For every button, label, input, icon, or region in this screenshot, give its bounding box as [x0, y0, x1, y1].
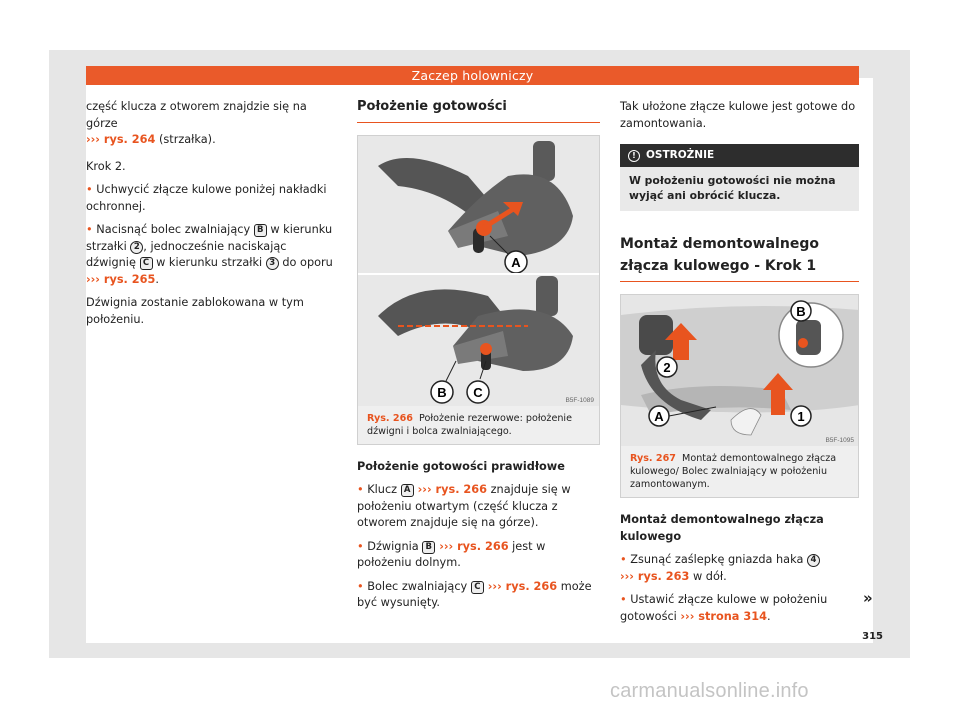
list-item: • Zsunąć zaślepkę gniazda haka 4 ››› rys. 263 w dół. [620, 552, 859, 585]
list-item: • Bolec zwalniający C ››› rys. 266 może być wysunięty. [357, 579, 592, 609]
list-item: • Klucz A ››› rys. 266 znajduje się w położeniu otwartym (część klucza z otworem znajduje się na górze). [357, 483, 571, 529]
section-heading: Montaż demontowalnego złącza kulowego - Krok 1 [620, 233, 859, 282]
middle-column [357, 99, 600, 619]
label-tag: B [422, 541, 435, 554]
warning-header: ! OSTROŻNIE [620, 144, 859, 167]
tow-hook-illustration [358, 136, 599, 406]
label-tag: A [401, 484, 414, 497]
figure-266 [357, 135, 600, 445]
page-ref-link[interactable]: ››› strona 314 [680, 609, 767, 623]
subheading: Montaż demontowalnego złącza kulowego [620, 513, 824, 543]
bullet-icon: • [86, 223, 97, 236]
bullet-icon: • [620, 593, 631, 606]
figure-caption: Rys. 267 Montaż demontowalnego złącza kulowego/ Bolec zwalniający w położeniu zamontowanym. [630, 453, 837, 490]
figure-label-1: 1 [797, 409, 805, 424]
figure-label-a: A [654, 409, 664, 424]
paragraph-continuation: część klucza z otworem znajdzie się na górze ››› rys. 264 (strzałka). [86, 100, 307, 146]
figure-code: B5F-1089 [565, 396, 594, 404]
paragraph: Tak ułożone złącze kulowe jest gotowe do zamontowania. [620, 100, 856, 130]
number-tag: 4 [807, 554, 820, 567]
figure-label-b: B [796, 304, 806, 319]
left-column [86, 99, 338, 335]
subheading: Położenie gotowości prawidłowe [357, 459, 565, 473]
page-number: 315 [862, 631, 883, 642]
figure-code: B5F-1095 [825, 437, 854, 444]
label-tag: C [140, 257, 153, 270]
number-tag: 2 [130, 241, 143, 254]
warning-text: W położeniu gotowości nie można wyjąć ani obrócić klucza. [629, 174, 836, 202]
figure-ref-link[interactable]: ››› rys. 263 [620, 569, 690, 583]
figure-ref-link[interactable]: ››› rys. 266 [483, 579, 558, 593]
paragraph: Dźwignia zostanie zablokowana w tym położeniu. [86, 296, 304, 326]
figure-267 [620, 294, 859, 498]
number-tag: 3 [266, 257, 279, 270]
bullet-icon: • [357, 579, 368, 593]
figure-caption: Rys. 266 Położenie rezerwowe: położenie dźwigni i bolca zwalniającego. [367, 412, 572, 437]
chapter-header: Zaczep holowniczy [86, 66, 859, 85]
list-item: • Uchwycić złącze kulowe poniżej nakładki ochronnej. [86, 183, 327, 213]
right-column [620, 99, 859, 632]
list-item: • Ustawić złącze kulowe w położeniu gotowości ››› strona 314. [620, 593, 828, 623]
label-tag: C [471, 581, 484, 594]
bullet-icon: • [357, 539, 368, 553]
figure-ref-link[interactable]: ››› rys. 264 [86, 133, 156, 146]
continue-arrow-icon: » [863, 589, 873, 607]
step-title: Krok 2. [86, 159, 126, 173]
bullet-icon: • [620, 553, 631, 566]
figure-label-a: A [511, 254, 521, 270]
figure-ref-link[interactable]: ››› rys. 266 [413, 483, 488, 496]
warning-box [620, 144, 859, 211]
bullet-icon: • [86, 183, 97, 196]
label-tag: B [254, 224, 267, 237]
watermark: carmanualsonline.info [610, 680, 809, 702]
figure-image [621, 295, 858, 446]
figure-ref-link[interactable]: ››› rys. 265 [86, 272, 156, 286]
ball-coupling-illustration [621, 295, 858, 446]
figure-ref-link[interactable]: ››› rys. 266 [435, 539, 509, 553]
section-title: Położenie gotowości [357, 99, 600, 123]
list-item: • Dźwignia B ››› rys. 266 jest w położeniu dolnym. [357, 539, 546, 569]
bullet-icon: • [357, 483, 368, 496]
figure-label-2: 2 [663, 360, 671, 375]
figure-label-b: B [437, 384, 447, 400]
figure-image [358, 136, 599, 406]
figure-label-c: C [473, 384, 483, 400]
list-item: • Nacisnąć bolec zwalniający B w kierunku strzałki 2 , jednocześnie naciskając dźwignię C w kierunku strzałki 3 do oporu ››› rys. 265. [86, 223, 333, 286]
warning-icon: ! [628, 150, 640, 162]
